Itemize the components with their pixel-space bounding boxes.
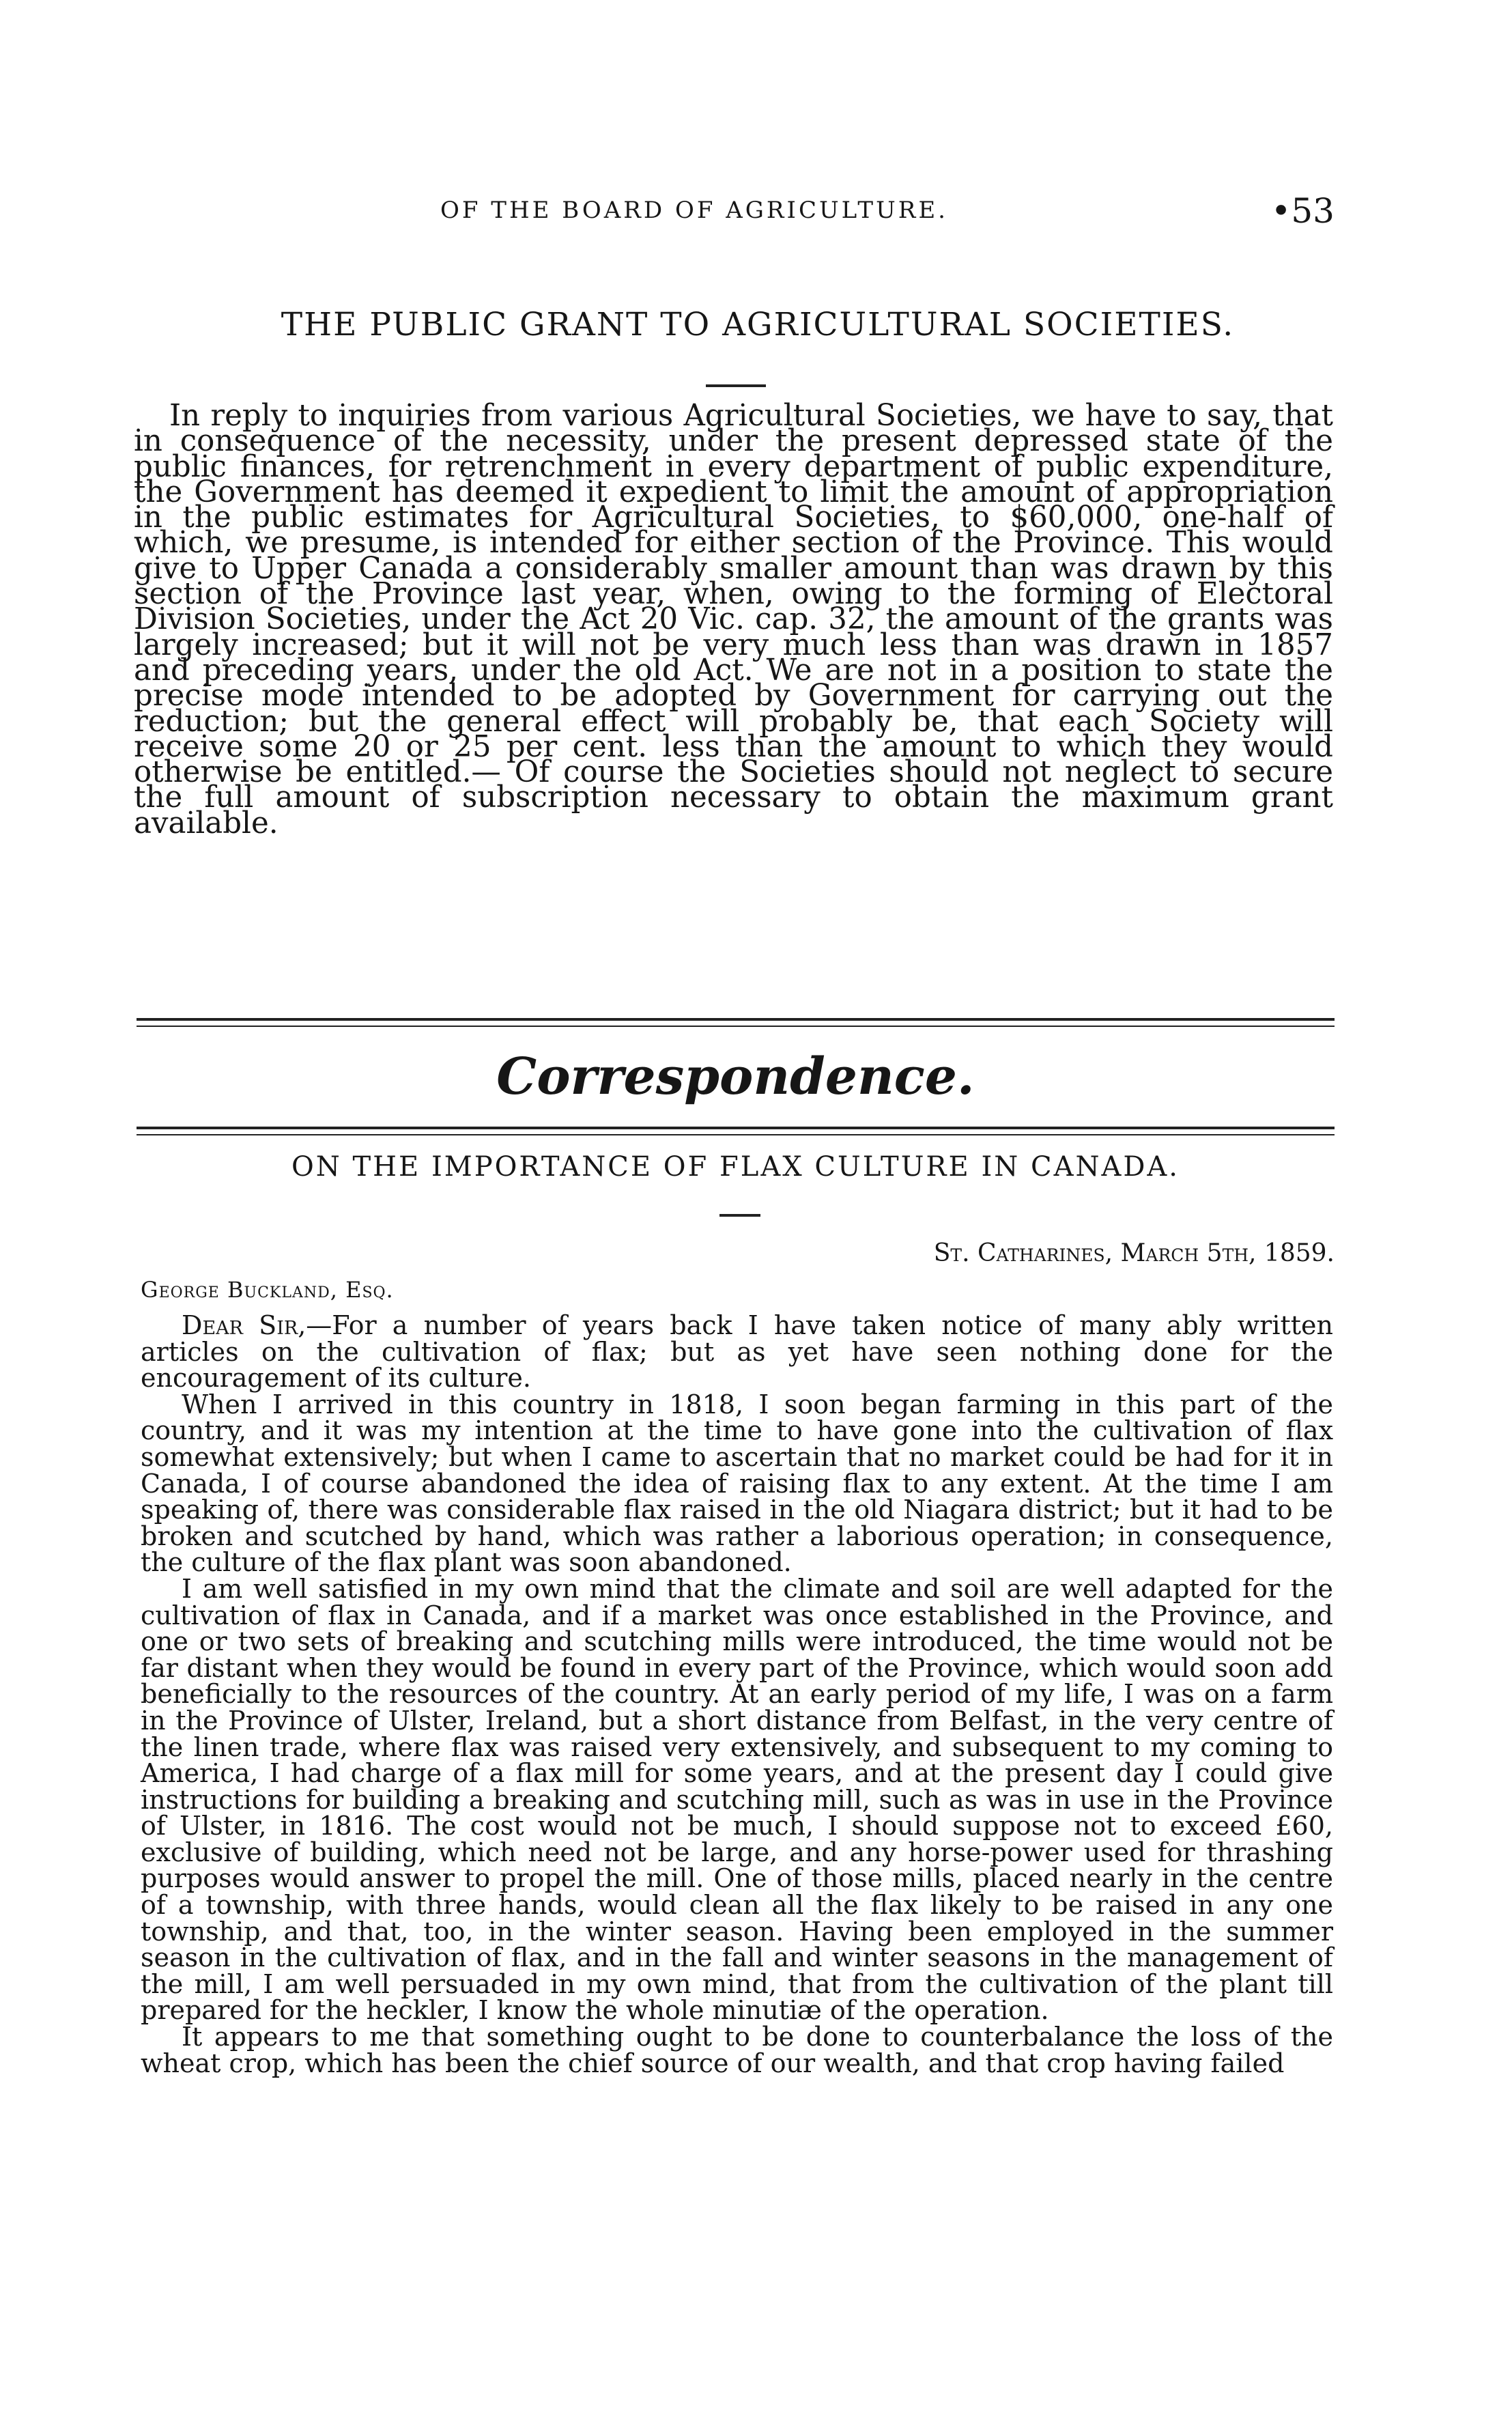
section-rule-bottom [137, 1127, 1335, 1135]
dateline: St. Catharines, March 5th, 1859. [933, 1239, 1335, 1267]
article-title: THE PUBLIC GRANT TO AGRICULTURAL SOCIETIES. [281, 306, 1235, 343]
running-head-title: OF THE BOARD OF AGRICULTURE. [440, 197, 948, 224]
page-number: •53 [1270, 191, 1335, 231]
letter-paragraph: When I arrived in this country in 1818, I soon began farming in this part of the country, and it was my intention at the time to have gone into the cultivation of flax somewhat extensively; but when I came to ascertain that no market could be had for it in Canada, I of course abandoned the idea of raising flax to any extent. At the time I am speaking of, there was considerable flax raised in the old Niagara district; but it had to be broken and scutched by hand, which was rather a laborious operation; in consequence, the culture of the flax plant was soon abandoned. [141, 1389, 1333, 1578]
letter-title: ON THE IMPORTANCE OF FLAX CULTURE IN CANADA. [291, 1151, 1180, 1183]
section-rule-top [137, 1018, 1335, 1027]
article-body [134, 399, 1333, 840]
salutation: Dear Sir, [182, 1310, 306, 1340]
letter-paragraph: I am well satisfied in my own mind that the climate and soil are well adapted for the cultivation of flax in Canada, and if a market was once established in the Province, and one or two sets of breaking and scutching mills were introduced, the time would not be far distant when they would be found in every part of the Province, which would soon add beneficially to the resources of the country. At an early period of my life, I was on a farm in the Province of Ulster, Ireland, but a short distance from Belfast, in the very centre of the linen trade, where flax was raised very extensively, and subsequent to my coming to America, I had charge of a flax mill for some years, and at the present day I could give instructions for building a breaking and scutching mill, such as was in use in the Province of Ulster, in 1816. The cost would not be much, I should suppose not to exceed £60, exclusive of building, which need not be large, and any horse-power used for thrashing purposes would answer to propel the mill. One of those mills, placed nearly in the centre of a township, with three hands, would clean all the flax likely to be raised in any one township, and that, too, in the winter season. Having been employed in the summer season in the cultivation of flax, and in the fall and winter seasons in the management of the mill, I am well persuaded in my own mind, that from the cultivation of the plant till prepared for the heckler, I know the whole minutiæ of the operation. [141, 1573, 1333, 2026]
letter-paragraph: It appears to me that something ought to be done to counterbalance the loss of the wheat crop, which has been the chief source of our wealth, and that crop having failed [141, 2022, 1333, 2078]
letter-title-rule [719, 1214, 760, 1217]
addressee: George Buckland, Esq. [141, 1277, 394, 1303]
letter-paragraph [141, 1310, 1333, 1394]
running-head [440, 191, 1335, 238]
article-paragraph: In reply to inquiries from various Agricultural Societies, we have to say, that in consequence of the necessity, under the present depressed state of the public finances, for retrenchment in every department of public expenditure, the Government has deemed it expedient to limit the amount of appropriation in the public estimates for Agricultural Societies, to $60,000, one-half of which, we presume, is intended for either section of the Province. This would give to Upper Canada a considerably smaller amount than was drawn by this section of the Province last year, when, owing to the forming of Electoral Division Societies, under the Act 20 Vic. cap. 32, the amount of the grants was largely increased; but it will not be very much less than was drawn in 1857 and preceding years, under the old Act. We are not in a position to state the precise mode intended to be adopted by Government for carrying out the reduction; but the general effect will probably be, that each Society will receive some 20 or 25 per cent. less than the amount to which they would otherwise be entitled.— Of course the Societies should not neglect to secure the full amount of subscription necessary to obtain the maximum grant available. [134, 399, 1333, 840]
title-rule [706, 384, 766, 387]
section-title: Correspondence. [496, 1047, 975, 1106]
letter-body [141, 1312, 1333, 2076]
letter-paragraph-text: —For a number of years back I have taken notice of many ably written articles on the cultivation of flax; but as yet have seen nothing done for the encouragement of its culture. [141, 1310, 1333, 1394]
